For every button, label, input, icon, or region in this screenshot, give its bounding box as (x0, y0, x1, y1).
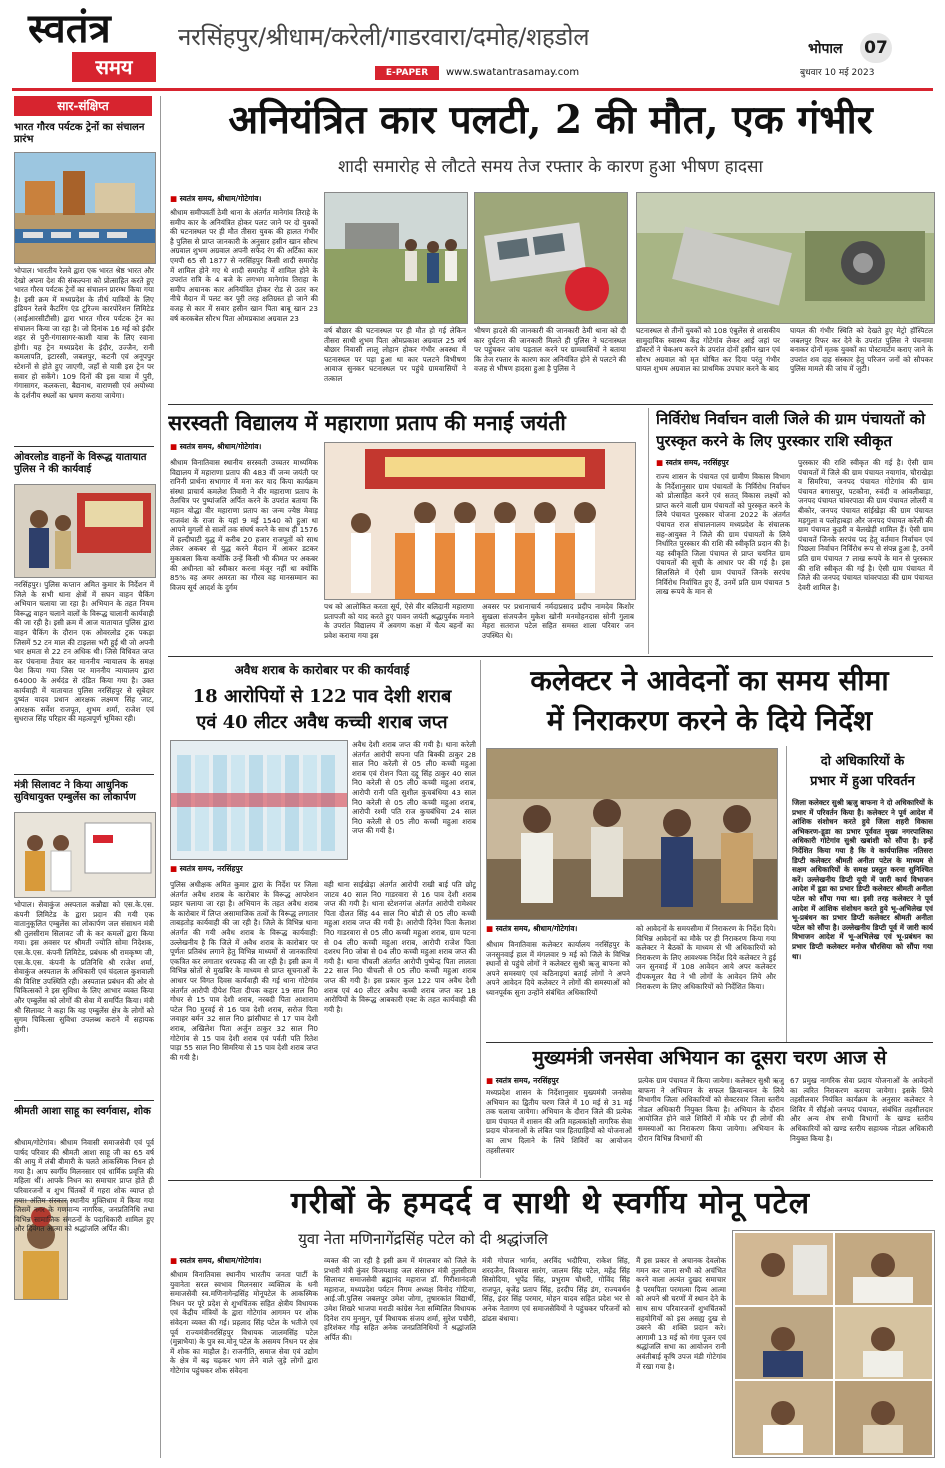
website-link[interactable]: www.swatantrasamay.com (446, 67, 580, 78)
ambulance-graphic (15, 813, 155, 897)
liquor-right-rule (480, 660, 481, 1178)
cm-abhiyan-body-3: 67 प्रमुख नागरिक सेवा प्रदाय योजनाओं के आवेदनों का त्वरित निराकरण कराया जायेगा। इसके लिये तहसीलवार नियंत्रित कार्यक्रम के अनुसार कलेक्टर ने शिविर में सीईओ जनपद पंचायत, संबंधित तहसीलदार और अन्य शेष सभी विभागों के खण्ड स्तरीय अधिकारियों को खण्ड स्तरीय सहायक नोडल अधिकारी नियुक्त किया है। (790, 1076, 933, 1143)
logo-bottom-text: समय (72, 52, 156, 82)
train-photo (14, 152, 156, 264)
nirvirodh-headline-2[interactable]: पुरस्कृत करने के लिए पुरस्कार राशि स्वीकृत (656, 432, 893, 450)
tribute-body-1: श्रीधाम विनातिवास स्थानीय भारतीय जनता पार्टी के युवानेता सरल स्वभाव मिलनसार व्यक्तित्व के धनी समाजसेवी स्व.मणिनागेन्द्रसिंह मोनूपटेल के आकस्मिक निधन पर पूरे प्रदेश से शुभचिंतक सहित क्षेत्रीय विधायक एवं केंद्रीय मंत्रियों के द्वारा गोटेगांव आगमन पर शोक संवेदना व्यक्त की गई। प्रहलाद सिंह पटेल के भतीजे एवं पूर्व राज्यमंत्रीनरसिंहपुर विधायक जालमसिंह पटेल (मुन्नाभैया) के पुत्र स्व.मोनू पटेल के असमय निधन पर क्षेत्र में शोक का माहौल है। राजनीति, समाज सेवा एवं उद्योग के क्षेत्र में बढ़ चढ़कर भाग लेने वाले जुड़े लोगों द्वारा गोटेगांव पहुंचकर शोक संवेदना (170, 1270, 318, 1375)
train-photo-graphic (15, 153, 155, 263)
collector-headline-2[interactable]: में निराकरण करने के दिये निर्देश (546, 704, 873, 737)
liquor-body-2: वही थाना साईखेड़ा अंतर्गत आरोपी राखी बाई पति छोटू जाटव 40 साल नि0 गाडरवारा से 16 पाव देशी शराब जप्त की गयी है। थाना स्टेशनगंज अंतर्गत आरोपी रामेश्वर पिता दौलत सिंह 44 साल नि0 बोडी से 05 ली0 कच्ची महुआ शराब जप्त की गयी है। आरोपी दिनेश पिता कैलाश नि0 गाडरवारा से 05 ली0 कच्ची महुआ शराब, ग्राम पटना से 04 ली0 कच्ची महुआ शराब, आरोपी राजेश पिता दशरथ नि0 जोबा से 04 ली0 कच्ची महुआ शराब जप्त की गयी है। थाना चीचली अंतर्गत आरोपी पुष्पेन्द्र पिता लालता 22 साल नि0 चीचली से 05 ली0 कच्ची महुआ शराब जप्त की गयी है। इस प्रकार कुल 122 पाव अवैध देशी शराब एवं 40 लीटर अवैध कच्ची शराब जप्त कर 18 आरोपियों के विरूद्ध आबकारी एक्ट के तहत कार्यवाही की गयी है। (324, 880, 476, 1014)
lead-bottom-rule (168, 404, 933, 405)
sidebar-item-4-body: श्रीधाम/गोटेगांव। श्रीधाम निवासी समाजसेवी एवं पूर्व पार्षद परिवार की श्रीमती आशा साहू जी का 65 वर्ष की आयु में लंबी बीमारी के चलते आकस्मिक निधन हो गया है। आप स्वर्गीय मिलनसार एवं धार्मिक प्रवृत्ति की महिला थीं। आपके निधन का समाचार प्राप्त होते ही परिवारजनों व शुभ चिंतकों में गहरा शोक व्याप्त हो गया। अंतिम संस्कार स्थानीय मुक्तिधाम में किया गया जिसमें नगर के गणमान्य नागरिक, जनप्रतिनिधि तथा विभिन्न सामाजिक संगठनों के पदाधिकारी शामिल हुए और दिवंगत आत्मा को श्रद्धांजलि अर्पित की। (14, 1138, 154, 1234)
traffic-police-photo (14, 484, 156, 578)
nirvirodh-byline: ■ स्वतंत्र समय, नरसिंहपुर (656, 458, 729, 468)
transfer-body: जिला कलेक्टर सुश्री ऋजु बाफना ने दो अधिकारियों के प्रभार में परिवर्तन किया है। कलेक्टर ने पूर्व आदेश में आंशिक संशोधन करते हुये जिला शहरी विकास अभिकरण-डूडा का प्रभार पूर्ववत मुख्य नगरपालिका अधिकारी गोटेगांव सुश्री खबांशी को सौंपा है। इन्हें निर्देशित किया गया है कि वे कार्यपालिक नतिसरा डिप्टी कलेक्टर श्रीमती अनीता पटेल के माध्यम से सक्षम अधिकारियों के समक्ष प्रस्तुत करना सुनिश्चित करें। उल्लेखनीय डिप्टी यूपी में जारी कार्य विभाजन आदेश में डूडा का प्रभार डिप्टी कलेक्टर श्रीमती अनीता पटेल को सौंपा गया था। इसी तरह कलेक्टर ने पूर्व आदेश में आंशिक संशोधन करते हुये भू-अभिलेख एवं भू-प्रबंधन का प्रभार डिप्टी कलेक्टर श्रीमती अनीता पटेल को सौंपा है। उल्लेखनीय डिप्टी पूर्व में जारी कार्य विभाजन आदेश में भू-अभिलेख एवं भू-प्रबंधन का प्रभार डिप्टी कलेक्टर मनोज चौरसिया को सौंपा गया था। (792, 798, 933, 961)
nirvirodh-headline-1[interactable]: निर्विरोध निर्वाचन वाली जिले की ग्राम पंचायतों को (656, 410, 926, 428)
liquor-kicker: अवैध शराब के कारोबार पर की कार्यवाई (234, 663, 410, 677)
epaper-badge: E-PAPER (375, 66, 439, 80)
ambulance-photo (14, 812, 156, 898)
accident-photo-crowd (324, 192, 468, 324)
sidebar-header: सार-संक्षिप्त (14, 96, 152, 116)
masthead-rule (12, 88, 933, 91)
lead-byline: ■ स्वतंत्र समय, श्रीधाम/गोटेगांव। (170, 194, 261, 204)
saraswati-headline[interactable]: सरस्वती विद्यालय में महाराणा प्रताप की मनाई जयंती (168, 410, 566, 435)
masthead-cities: नरसिंहपुर/श्रीधाम/करेली/गाडरवारा/दमोह/शहडोल (178, 23, 590, 51)
nirvirodh-body-1: राज्य शासन के पंचायत एवं ग्रामीण विकास विभाग के निर्देशानुसार ग्राम पंचायतों के निर्विरोध निर्वाचन को प्रोत्साहित करने एवं सतत् विकास लक्ष्यों को प्राप्त करने वाली ग्राम पंचायतों को पुरस्कृत करने के लिये पंचायत पुरस्कार योजना 2022 के अंतर्गत पंचायत राज संचालनालय मध्यप्रदेश के संचालक सह-आयुक्त ने जिले की ग्राम पंचायतों के लिये निर्धारित पुरस्कार की राशि की स्वीकृति प्रदान की है। यह स्वीकृति जिला पंचायत से प्राप्त चयनित ग्राम पंचायतों की सूची के आधार पर की गई है। इस सिलसिले में ऐसी ग्राम पंचायतें जिनके सरपंच निर्विरोध निर्वाचित हुए हैं, उनमें प्रति ग्राम पंचायत 5 लाख रूपये के मान से (656, 472, 790, 597)
sidebar-item-2-body: नरसिंहपुर। पुलिस कप्तान अमित कुमार के निर्देशन में जिले के सभी थाना क्षेत्रों में सघन वाहन चैकिंग अभियान चलाया जा रहा है। अभियान के तहत नियम विरूद्ध वाहन चलाने वालों के विरूद्ध चालानी कार्यवाही की जा रही है। इसी क्रम में आज यातायात पुलिस द्वारा वाहन चैकिंग के दौरान एक ओवरलोड ट्रक पकड़ा जिसमें 52 टन माल की टाइलस भरी हुई थी जो अपनी भार क्षमता से 22 टन अधिक थी। जिसे विधिवत जप्त कर पंचनामा तैयार कर माननीय न्यायालय के समक्ष पेश किया गया जिस पर माननीय न्यायालय द्वारा 64000 के अर्थदंड से दंडित किया गया है। उक्त कार्यवाही में यातायात पुलिस नरसिंहपुर से सूबेदार दुष्यंत यादव प्रधान आरक्षक लक्ष्मण सिंह जाट, आरक्षक सर्वेश राजपूत, शुभम शर्मा, राजेश एवं सुधराज सिंह परिहार की महत्वपूर्ण भूमिका रही। (14, 580, 154, 724)
saraswati-body-3: अवसर पर प्रधानाचार्य नर्मदाप्रसाद प्रदीप नामदेव किशोर सुखला संजयजैन मुकेश खोनी मनमोहनदास सोनी गुलाब मेहरा सतराज पटेल सहित समस्त शाला परिवार जन उपस्थित थे। (482, 602, 634, 640)
tribute-body-2: व्यक्त की जा रही है इसी क्रम में मंगलवार को जिले के प्रभारी मंत्री कुंवर विजयशाह जल संसाधन मंत्री तुलसीराम सिलावट समाजसेवी ब्रह्मानंद महाराज डॉ. गिरीशानंदजी महाराज, मध्यप्रदेश पर्यटन निगम अध्यक्ष विनोद गोटिया, आई.जी.पुलिस जबलपुर उमेश जोगा, तुषारकांत विद्यार्थी, उमेश शिखरे भाजपा मराठी कांग्रेस नेता सम्मिलित विधायक दिनेश राय मुनमुन, पूर्व विधायक संजय शर्मा, सुरेश पचौरी, हरिशंकर गौड़ सहित अनेक जनप्रतिनिधियों ने श्रद्धांजलि अर्पित की। (324, 1256, 476, 1342)
cm-abhiyan-body-1: मध्यप्रदेश शासन के निर्देशानुसार मुख्यमंत्री जनसेवा अभियान का द्वितीय चरण जिले में 10 मई से 31 मई तक चलाया जायेगा। अभियान के दौरान जिले की प्रत्येक ग्राम पंचायत में शासन की अति महत्वकांक्षी नागरिक सेवा प्रदाय योजनाओं के लंबित पात्र हितग्राहियों को योजनाओं का लाभ दिलाने के लिये शिविरों का आयोजन तहसीलवार (486, 1088, 632, 1155)
tribute-byline: ■ स्वतंत्र समय, श्रीधाम/गोटेगांव। (170, 1256, 261, 1266)
cm-top-rule (486, 1042, 933, 1043)
sidebar-divider-3 (14, 1100, 154, 1101)
accident-car-graphic (637, 193, 934, 323)
nirvirodh-body-2: पुरस्कार की राशि स्वीकृत की गई है। ऐसी ग्राम पंचायतों में जिले की ग्राम पंचायत नयागांव, चौराखेड़ा व सिमरिया, जनपद पंचायत गोटेगांव की ग्राम पंचायत बगासपुर, पटकौना, रुवंदी व आंवलीबाड़ा, जनपद पंचायत चांवरपाठा की ग्राम पंचायत लोलरी व बीकोर, जनपद पंचायत सांईखेड़ा की ग्राम पंचायत मड़गुला व पलोहाबड़ा और जनपद पंचायत करेली की ग्राम पंचायत कुड़री व बेलखेड़ी शामिल हैं। ऐसी ग्राम पंचायतें जिनके सरपंच पद हेतु वर्तमान निर्वाचन एवं पिछला निर्वाचन निर्विरोध रूप से संपन्न हुआ है, उनमें प्रति ग्राम पंचायत 7 लाख रूपये के मान से पुरस्कार की राशि स्वीकृत की गई है। ऐसी ग्राम पंचायत में जिले की जनपद पंचायत चांवरपाठा की ग्राम पंचायत देवरी शामिल है। (798, 458, 933, 592)
liquor-bottles-graphic (171, 741, 347, 859)
lead-headline[interactable]: अनियंत्रित कार पलटी, 2 की मौत, एक गंभीर (228, 97, 873, 143)
lead-body-1: श्रीधाम समीपवर्ती ठेमी थाना के अंतर्गत मानेगांव तिराहे के समीप कार के अनियंत्रित होकर पलट जाने पर दो युवकों की घटनास्थल पर ही मौत तीसरा युवक की हालत गंभीर है पुलिस से प्राप्त जानकारी के अनुसार हसीन खान सौरभ अग्रवाल शुभम अग्रवाल अपनी सफेद रंग की अर्टिका कार एमपी 65 सी 1877 से नरसिंहपुर किसी शादी समारोह में शामिल होने गए थे शादी समारोह में शामिल होने के उपरांत रात्रि के 4 बजे के लगभग मानेगांव तिराहा के समीप अचानक कार अनियंत्रित होकर रोड से उतर कर नीचे मैदान में पलट कर पूरी तरह क्षतिग्रस्त हो जाने की वजह से कार में सवार हसीन खान पिता बाबू खान 23 वर्ष करकबेल सौरभ पिता ओमप्रकाश अग्रवाल 23 (170, 208, 318, 323)
issue-date: बुधवार 10 मई 2023 (800, 68, 875, 78)
liquor-body-side: अवैध देशी शराब जप्त की गयी है। थाना करेली अंतर्गत आरोपी सपना पति बिक्की ठाकुर 28 साल नि0 करेली से 05 ली0 कच्ची महुआ शराब एवं रोशन पिता दद्दू सिंह ठाकुर 40 साल नि0 करेली से 05 ली0 कच्ची महुआ शराब, आरोपी रानी पति सुशील कुचबंधिया 43 साल नि0 करेली से 05 ली0 कच्ची महुआ शराब, आरोपी रश्मी पति राज कुचबंधिया 24 साल नि0 करेली से 05 ली0 कच्ची महुआ शराब जप्त की गयी है। (352, 740, 476, 836)
logo-top-text: स्वतंत्र (28, 5, 111, 52)
accident-crowd-graphic (325, 193, 467, 323)
saraswati-right-rule (648, 408, 649, 654)
traffic-police-graphic (15, 485, 155, 577)
liquor-headline-2[interactable]: एवं 40 लीटर अवैध कच्ची शराब जप्त (196, 712, 448, 733)
edition-city: भोपाल (808, 41, 843, 57)
sidebar-item-1-headline[interactable]: भारत गौरव पर्यटक ट्रेनों का संचालन प्रारंभ (14, 122, 145, 145)
collector-byline: ■ स्वतंत्र समय, श्रीधाम/गोटेगांव। (486, 924, 577, 934)
sidebar-item-3-body: भोपाल। सेवाकुंज अस्पताल कन्नौद्या को एस.के.एस. कंपनी लिमिटेड के द्वारा प्रदान की गयी एक वातानुकूलित एम्बुलेंस का लोकार्पण जल संसाधन मंत्री श्री तुलसीराम सिलावट जी के कर कमलों द्वारा किया गया। इस अवसर पर श्रीमती ज्योति सोमा निदेशक, एस.के.एस. कंपनी लिमिटेड, प्रबंधक श्री रामकृष्ण जी, एस.के.एस. कंपनी के प्रतिनिधि श्री राजेश शर्मा, सेवाकुंज अस्पताल के अधिकारी एवं चंदलाल कुशवाली की विशिष्ट उपस्थिति रही। अस्पताल प्रबंधन की ओर से चिकित्सकों ने इस सुविधा के लिए आभार व्यक्त किया और एम्बुलेंस को लोगों की सेवा में समर्पित किया। मंत्री श्री सिलावट ने कहा कि यह एम्बुलेंस क्षेत्र के लोगों को सुगम चिकित्सा सुविधा उपलब्ध कराने में सहायक होगी। (14, 900, 154, 1034)
sidebar-column-rule (160, 96, 161, 1458)
transfer-left-rule (786, 746, 787, 1042)
collector-headline-1[interactable]: कलेक्टर ने आवेदनों का समय सीमा (530, 664, 889, 697)
saraswati-photo (324, 442, 636, 600)
collector-photo (486, 748, 778, 920)
sidebar-item-1-body: भोपाल। भारतीय रेलवे द्वारा एक भारत श्रेष्ठ भारत और देखो अपना देश की संकल्पना को प्रोत्साहित करते हुए भारत गौरव पर्यटक ट्रेनों का संचालन प्रारम्भ किया गया है। इसी क्रम में मध्यप्रदेश के तीर्थ यात्रियों के लिए इंडियन रेलवे कैटरिंग एंड टूरिज्म कारपोरेशन लिमिटेड (आईआरसीटीसी) द्वारा भारत गौरव पर्यटक ट्रेन का संचालन किया जा रहा है। जो दिनांक 16 मई को इंदौर शहर से पुरी-गंगासागर-काशी यात्रा के लिए रवाना होगी। यह ट्रेन मध्यप्रदेश के इंदौर, उज्जैन, रानी कमलापति, इटारसी, जबलपुर, कटनी एवं अनूपपुर स्टेशनों से होते हुए जाएगी, जहाँ से यात्री इस ट्रेन पर सवार हो सकेंगे। 109 दिनों की इस यात्रा में पुरी, गंगासागर, कलकत्ता, बैद्यनाथ, वाराणसी एवं अयोध्या के दर्शनीय स्थलों का भ्रमण कराया जायेगा। (14, 266, 154, 400)
tribute-body-3: मंत्री गोपाल भार्गव, अरविंद भदौरिया, राकेश सिंह, शरदजैन, विश्वास सारंग, जालम सिंह पटेल, महेंद्र सिंह सिसोदिया, भूपेंद्र सिंह, प्रभुराम चौधरी, गोविंद सिंह राजपूत, बृजेंद्र प्रताप सिंह, हरदीप सिंह डंग, राज्यवर्धन सिंह, इंदर सिंह परमार, मोहन यादव सहित प्रदेश भर से अनेक नेतागण एवं समाजसेवियों ने पहुंचकर परिजनों को ढांढस बंधाया। (482, 1256, 630, 1323)
sidebar-item-3-headline[interactable]: मंत्री सिलावट ने किया आधुनिक सुविधायुक्त एम्बुलेंस का लोकार्पण (14, 780, 136, 803)
collector-body-2: को आवेदनों के समयसीमा में निराकरण के निर्देश दिये। विभिन्न आवेदनों का मौके पर ही निराकरण किया गया कलेक्टर ने बैठकों के माध्यम से भी अधिकारियों को निराकरण के लिए आवश्यक निर्देश दिये कलेक्टर ने हुई जन सुनवाई में 108 आवेदन आये अपर कलेक्टर दीपकमूलर वैद्य ने भी लोगों के आवेदन लिये और निराकरण के लिए अधिकारियों को निर्देशित किया। (636, 924, 776, 991)
lead-subheadline: शादी समारोह से लौटते समय तेज रफ्तार के कारण हुआ भीषण हादसा (338, 157, 763, 177)
collector-hearing-graphic (487, 749, 777, 919)
tribute-photos-graphic (733, 1231, 934, 1457)
collector-body-1: श्रीधाम विनातिवास कलेक्टर कार्यालय नरसिंहपुर के जनसुनवाई हाल में मंगलवार 9 मई को जिले के विभिन्न स्थानों से पहुंचे लोगों ने कलेक्टर सुश्री ऋजु बाफना को अपने समस्याएं एवं कठिनाइयां बताई लोगों ने अपने अपने आवेदन दिये कलेक्टर ने लोगों की समस्याओं को ध्यानपूर्वक सुना उन्होंने संबंधित अधिकारियों (486, 940, 630, 997)
cm-abhiyan-headline[interactable]: मुख्यमंत्री जनसेवा अभियान का दूसरा चरण आज से (532, 1047, 887, 1069)
saraswati-photo-graphic (325, 443, 635, 599)
accident-photo-wreck (474, 192, 628, 324)
tribute-body-4: मैं इस प्रकार से अचानक देवलोक गमन कर जाना सभी को अचंभित करने वाला अत्यंत दुखद समाचार है परमपिता परमात्मा दिव्य आत्मा को अपने श्री चरणों में स्थान देने के साथ साथ परिवारजनों शुभचिंतकों सहयोगियों को इस असह्य दुख से उबरने की शक्ति प्रदान करे। आगामी 13 मई को गंगा पूजन एवं श्रद्धांजलि सभा का आयोजन रानी अवंतीबाई कृषि उपज मंडी गोटेगांव में रखा गया है। (636, 1256, 726, 1371)
sidebar-item-4-headline[interactable]: श्रीमती आशा साहू का स्वर्गवास, शोक (14, 1106, 151, 1117)
lead-body-4: घटनास्थल से तीनों युवकों को 108 एंबुलेंस से शासकीय सामुदायिक स्वास्थ्य केंद्र गोटेगांव लेकर आई जहां पर डॉक्टरों ने चेकअप करने के उपरांत दोनों हसीन खान एवं सौरभ अग्रवाल को मृत घोषित कर दिया परंतु गंभीर घायल शुभम अग्रवाल का प्राथमिक उपचार करने के बाद (636, 326, 780, 374)
mid-rule (168, 656, 933, 657)
transfer-headline-2[interactable]: प्रभार में हुआ परिवर्तन (810, 774, 915, 789)
saraswati-byline: ■ स्वतंत्र समय, श्रीधाम/गोटेगांव। (170, 442, 261, 452)
saraswati-body-2: पथ को आलोकित करता सूर्य, ऐसे वीर बलिदानी महाराणा प्रतापजी को याद करते हुए पावन जयंती श्रद्धापुर्वक मनाने के उपरांत विद्यालय में अवगण कक्षा में चैत्य बहनों का प्रवेश कराया गया इस (324, 602, 474, 640)
cm-abhiyan-body-2: प्रत्येक ग्राम पंचायत में किया जायेगा। कलेक्टर सुश्री ऋजु बाफना ने अभियान के सफल क्रियान्वयन के लिये विभागीय जिला अधिकारियों को सेक्टरवार जिला स्तरीय नोडल अधिकारी नियुक्त किया है। अभियान के दौरान आयोजित होने वाले शिविरों में मौके पर ही लोगों की समस्याओं का निराकरण किया जायेगा। अभियान के दौरान विभिन्न विभागों की (638, 1076, 784, 1143)
liquor-headline-1[interactable]: 18 आरोपियों से 122 पाव देशी शराब (192, 686, 452, 707)
liquor-byline: ■ स्वतंत्र समय, नरसिंहपुर (170, 864, 243, 874)
lead-body-3: भीषण हादसे की जानकारी की जानकारी ठेमी थाना को दी कार दुर्घटना की जानकारी मिलते ही पुलिस ने घटनास्थल पर पहुंचकर जांच पड़ताल करने पर ग्रामवासियों ने बताया कि तेज रफ्तार के कारण कार अनियंत्रित होने से पलटने की वजह से भीषण हादसा हुआ है पुलिस ने (474, 326, 626, 374)
page-number-badge: 07 (860, 33, 892, 63)
sidebar-divider-2 (14, 774, 154, 775)
lead-body-5: घायल की गंभीर स्थिति को देखते हुए मेट्रो हॉस्पिटल जबलपुर रिफर कर देने के उपरांत पुलिस ने पंचनामा बनाकर दोनों मृतक युवकों का पोस्टमार्टम कराए जाने के उपरांत शव दाह संस्कार हेतु परिजन जनों को सौपकर पुलिस मामले की जांच में जुटी। (790, 326, 933, 374)
tribute-photo-grid (732, 1230, 935, 1458)
cm-abhiyan-byline: ■ स्वतंत्र समय, नरसिंहपुर (486, 1076, 559, 1086)
lead-body-2: वर्ष बौछार की घटनास्थल पर ही मौत हो गई लेकिन तीसरा साथी शुभम पिता ओमप्रकाश अग्रवाल 25 वर्ष बौछार निवासी लालू लोहान होकर गंभीर अवस्था में घटनास्थल पर पड़ा हुआ था कार पलटने विभीषण आवाज सुनकर घटनास्थल पर पहुंचे ग्रामवासियों ने तत्काल (324, 326, 466, 383)
sidebar-item-2-headline[interactable]: ओवरलोड वाहनों के विरूद्ध यातायात पुलिस ने की कार्यवाई (14, 452, 147, 475)
sidebar-divider-1 (14, 446, 154, 447)
logo (14, 6, 174, 90)
liquor-photo (170, 740, 348, 860)
accident-photo-car (636, 192, 935, 324)
tribute-subheadline: युवा नेता मणिनागेंद्रसिंह पटेल को दी श्रद्धांजलि (298, 1230, 548, 1248)
accident-wreck-graphic (475, 193, 627, 323)
liquor-body-1: पुलिस अधीक्षक अमित कुमार द्वारा के निर्देश पर जिला अंतर्गत अवैध शराब के कारोबार के विरूद्ध आपरेशन प्रहार चलाया जा रहा है। अभियान के तहत अवैध शराब के कारोबार में लिप्त असामाजिक तत्वों के विरूद्ध लगातार ताबड़तोड़ कार्यवाही की जा रही है। जिले के विभिन्न थाना अंतर्गत की गयी अवैध शराब के विरूद्ध कार्यवाही: उल्लेखनीय है कि जिले में अवैध शराब के कारोबार पर पूर्णतः प्रतिबंध लगाने हेतु विभिन्न माध्यमों से जानकारियां एकत्रित कर लगातार धरपकड़ की जा रही है। इसी क्रम में विभिन्न स्रोतों से मुखबिर के माध्यम से प्राप्त सूचनाओं के आधार पर विगत दिवस कार्यवाही की गई थाना गोटेगांव अंतर्गत आरोपी दीपेश पिता दीपक कहार 19 साल नि0 गोधर से 15 पाव देशी शराब, नरबदी पिता आशाराम पटेल नि0 मुरवई से 16 पाव देशी शराब, सरोज पिता जवाहर बर्मन 32 साल नि0 झांसीघाट से 17 पाव देशी शराब, अखिलेश पिता अर्जुन ठाकुर 32 साल नि0 गोटेगांव से 15 पाव देशी शराब एवं पर्वती पति रितेश पाड़ा 55 साल नि0 सिमरिया से 15 पाव देशी शराब जप्त की गयी है। (170, 880, 318, 1062)
tribute-top-rule (168, 1180, 933, 1181)
tribute-headline[interactable]: गरीबों के हमदर्द व साथी थे स्वर्गीय मोनू पटेल (290, 1186, 811, 1221)
saraswati-body-1: श्रीधाम विनातिवास स्थानीय सरस्वती उच्चतर माध्यमिक विद्यालय में महाराणा प्रताप की 483 वीं जन्म जयंती पर रानिनी प्रार्थना सभागार में मना कर याद किया कार्यक्रम संस्था प्राचार्य कमलेश तिवारी ने वीर महाराणा प्रताप के तैलचित्र पर पुष्पांजलि अर्पित करने के उपरांत बताया कि महान योद्धा वीर महाराणा प्रताप का जन्म ज्येष्ठ मेवाड़ राजवंश के राजा के यहां 9 मई 1540 को हुआ था आपने मुगलों से सालों तक संघर्ष करने के साथ ही 1576 में हल्दीघाटी युद्ध में करीब 20 हजार राजपूतों को साथ लेकर अकबर से युद्ध करने मैदान में आकर डटकर मुकाबला किया कयोंकि उन्हें किसी भी कीमत पर अकबर की अधीनता को स्वीकार करना मंजूर नहीं था क्योंकि 85% वह अमर अमरता का गौरव वह मानसम्मान का विजय सूर्य आदर्श के दुर्गम (170, 458, 318, 592)
transfer-headline-1[interactable]: दो अधिकारियों के (820, 754, 905, 769)
